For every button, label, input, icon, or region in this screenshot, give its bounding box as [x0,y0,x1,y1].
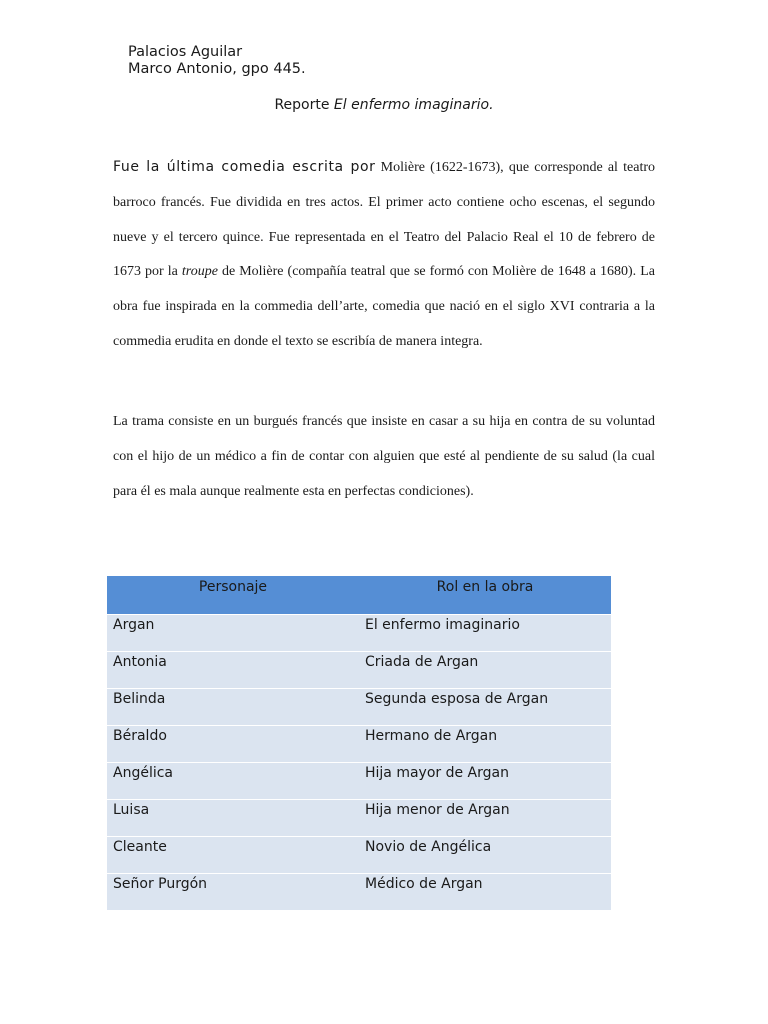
characters-table [107,576,611,911]
table-row [107,652,611,689]
paragraph-intro-text-a: Molière (1622-1673), que corresponde al teatro barroco francés. Fue dividida en tres actos. El primer acto contiene ocho escenas, el segundo nueve y el tercero quince. Fue representada en el Teatro del Palacio Real el 10 de febrero de 1673 por la [113,160,656,280]
character-cell: Belinda [107,689,359,726]
character-cell: Angélica [107,763,359,800]
role-cell: Segunda esposa de Argan [359,689,611,726]
author-block [128,44,306,78]
role-cell: Novio de Angélica [359,837,611,874]
column-header-character: Personaje [107,576,359,615]
role-cell: Criada de Argan [359,652,611,689]
table-header-row [107,576,611,615]
role-cell: El enfermo imaginario [359,615,611,652]
paragraph-intro [113,150,655,360]
author-name: Palacios Aguilar [128,44,243,60]
title-prefix: Reporte [274,97,334,113]
table-row [107,763,611,800]
character-cell: Antonia [107,652,359,689]
character-cell: Cleante [107,837,359,874]
author-group: Marco Antonio, gpo 445. [128,61,306,77]
table-row [107,837,611,874]
role-cell: Hija menor de Argan [359,800,611,837]
table-row [107,800,611,837]
character-cell: Señor Purgón [107,874,359,911]
role-cell: Hija mayor de Argan [359,763,611,800]
paragraph-intro-text-b: de Molière (compañía teatral que se formó con Molière de 1648 a 1680). La obra fue inspirada en la commedia dell’arte, comedia que nació en el siglo XVI contraria a la commedia erudita en donde el texto se escribía de manera integra. [113,264,655,349]
paragraph-plot: La trama consiste en un burgués francés que insiste en casar a su hija en contra de su voluntad con el hijo de un médico a fin de contar con alguien que esté al pendiente de su salud (la cual para él es mala aunque realmente esta en perfectas condiciones). [113,414,655,499]
paragraph-intro-lead: Fue la última comedia escrita por [113,159,376,175]
character-cell: Luisa [107,800,359,837]
table-row [107,726,611,763]
table-row [107,615,611,652]
table-row [107,874,611,911]
title-work: El enfermo imaginario. [333,97,494,113]
role-cell: Médico de Argan [359,874,611,911]
character-cell: Argan [107,615,359,652]
table-row [107,689,611,726]
character-cell: Béraldo [107,726,359,763]
role-cell: Hermano de Argan [359,726,611,763]
paragraph-intro-italic: troupe [181,264,218,280]
column-header-role: Rol en la obra [359,576,611,615]
page-title [0,97,768,113]
